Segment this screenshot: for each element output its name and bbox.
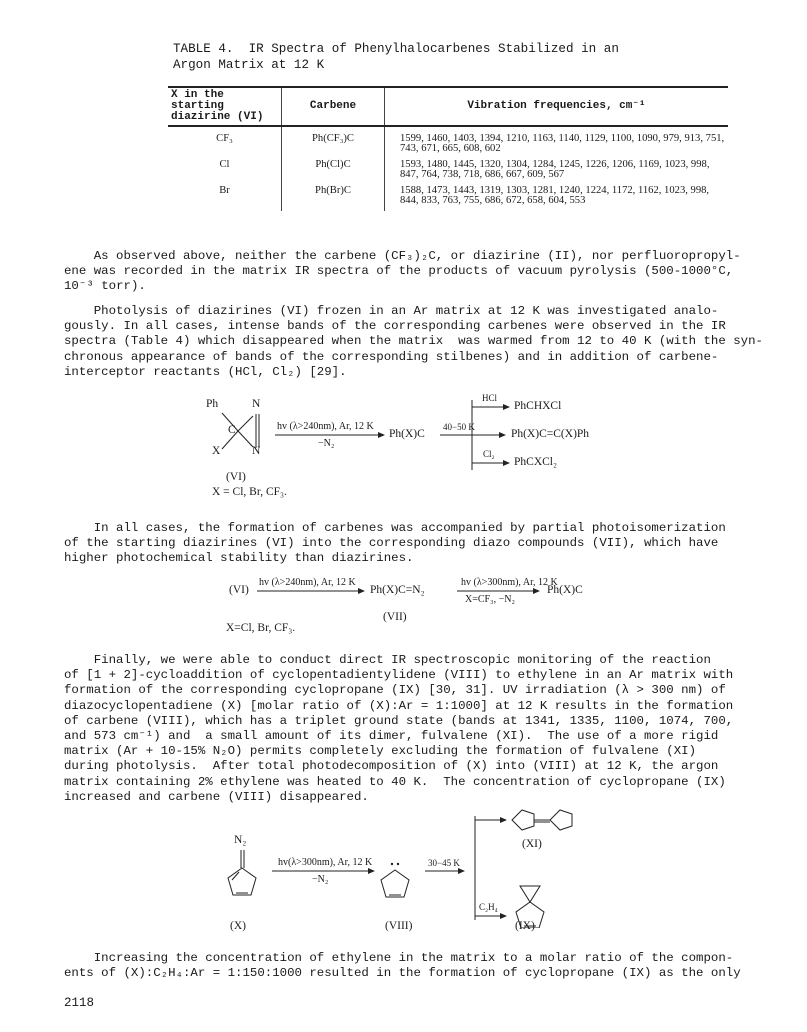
table-caption-line1: TABLE 4. IR Spectra of Phenylhalocarbenes Stabilized in an: [173, 42, 619, 56]
paragraph-line: spectra (Table 4) which disappeared when the matrix was warmed from 12 to 40 K (with the syn-: [64, 334, 763, 349]
n-bot-label: N: [252, 445, 261, 457]
radical-dot: [391, 863, 393, 865]
paragraph-line: ene was recorded in the matrix IR spectra of the products of vacuum pyrolysis (500-1000°C,: [64, 264, 734, 279]
cell-frequencies: 1593, 1480, 1445, 1320, 1304, 1284, 1245, 1226, 1206, 1169, 1023, 998, 847, 764, 738, 718, 686, 667, 609, 567: [400, 158, 710, 181]
compound-label-viii: (VIII): [385, 920, 413, 932]
header-frequencies: Vibration frequencies, cm⁻¹: [385, 87, 729, 126]
paragraph-line: In all cases, the formation of carbenes was accompanied by partial photoisomerization: [64, 521, 726, 535]
paragraph-1: [64, 249, 744, 295]
bond-c-n-bot: [238, 431, 253, 447]
condition-1: hv (λ>240nm), Ar, 12 K: [259, 577, 356, 588]
paragraph-line: Photolysis of diazirines (VI) frozen in an Ar matrix at 12 K was investigated analo-: [64, 304, 719, 318]
table-caption-line2: Argon Matrix at 12 K: [173, 57, 325, 72]
paragraph-line: chronous appearance of bands of the corresponding stilbenes) and in addition of carbene-: [64, 349, 719, 364]
ph-label: Ph: [206, 398, 219, 410]
paragraph-line: matrix (Ar + 10-15% N₂O) permits completely excluding the formation of fulvalene (XI): [64, 744, 697, 759]
condition-2-bottom: X=CF₃, −N₂: [465, 594, 515, 605]
cell-carbene: Ph(CF₃)C: [282, 126, 385, 160]
cell-frequencies: 1599, 1460, 1403, 1394, 1210, 1163, 1140, 1129, 1100, 1090, 979, 913, 751, 743, 671, 665, 608, 602: [400, 133, 725, 155]
table-row: [168, 160, 728, 186]
radical-dot: [397, 863, 399, 865]
table-row: [168, 186, 728, 212]
compound-label-x: (X): [230, 920, 246, 932]
product-cl2: PhCXCl₂: [514, 456, 557, 468]
product-stilbene: Ph(X)C=C(X)Ph: [511, 428, 590, 440]
paragraph-line: 10⁻³ torr).: [64, 279, 146, 294]
cell-carbene: Ph(Br)C: [282, 186, 385, 212]
condition-bottom: −N₂: [312, 874, 329, 885]
scheme2-x-definition: X=Cl, Br, CF₃.: [226, 622, 296, 634]
carbene-product: Ph(X)C: [389, 428, 425, 440]
carbene-end: Ph(X)C: [547, 584, 583, 596]
condition-top: hv(λ>300nm), Ar, 12 K: [278, 857, 373, 868]
paragraph-line: diazocyclopentadiene (X) [molar ratio of (X):Ar = 1:1000] at 12 K results in the formation: [64, 698, 734, 713]
hcl-reagent: HCl: [482, 393, 498, 403]
bond-c-n-top: [238, 416, 253, 431]
condition-bottom: −N₂: [318, 438, 335, 449]
paragraph-2: [64, 304, 763, 380]
arrow-2-head: [458, 868, 465, 874]
arrow-1-head: [358, 588, 365, 594]
header-carbene: Carbene: [282, 87, 385, 126]
condition-2-top: hv (λ>300nm), Ar, 12 K: [461, 577, 558, 588]
cell-x: Cl: [168, 160, 282, 186]
paragraph-line: matrix containing 2% ethylene was heated to 40 K. The concentration of cyclopropane (IX): [64, 774, 726, 789]
paragraph-line: increased and carbene (VIII) disappeared.: [64, 789, 369, 804]
page-number: 2118: [64, 996, 95, 1010]
arrow-1-head: [368, 868, 375, 874]
paragraph-line: interceptor reactants (HCl, Cl₂) [29].: [64, 364, 347, 379]
ethylene-reagent: C₂H₄: [479, 902, 498, 912]
compound-label-vi: (VI): [226, 471, 246, 483]
header-x: X in the starting diazirine (VI): [168, 87, 282, 126]
c-label: C: [228, 424, 236, 436]
table-caption: [173, 42, 693, 73]
arrow-xi-head: [500, 817, 507, 823]
paragraph-line: of the starting diazirines (VI) into the corresponding diazo compounds (VII), which have: [64, 536, 719, 551]
ring-x: [228, 868, 256, 895]
product-hcl: PhCHXCl: [514, 400, 562, 412]
ring-viii: [381, 870, 409, 897]
paragraph-3: [64, 521, 744, 567]
compound-label-ix: (IX): [515, 920, 535, 932]
cl2-reagent: Cl₂: [483, 449, 495, 459]
n2-label: N₂: [234, 834, 247, 846]
x-label: X: [212, 445, 221, 457]
paragraph-line: gously. In all cases, intense bands of the corresponding carbenes were observed in the IR: [64, 319, 726, 334]
cell-frequencies: 1588, 1473, 1443, 1319, 1303, 1281, 1240, 1224, 1172, 1162, 1023, 998, 844, 833, 763, 755, 686, 672, 658, 604, 553: [400, 184, 710, 207]
n-top-label: N: [252, 398, 261, 410]
arrow-1-head: [378, 432, 385, 438]
compound-label-vii: (VII): [383, 611, 407, 623]
reaction-scheme-3: [220, 808, 600, 928]
warm-condition: 30−45 K: [428, 858, 460, 868]
paragraph-line: formation of the corresponding cyclopropane (IX) [30, 31]. UV irradiation (λ > 300 nm) of: [64, 683, 726, 698]
condition-top: hv (λ>240nm), Ar, 12 K: [277, 421, 374, 432]
paragraph-line: higher photochemical stability than diazirines.: [64, 551, 414, 566]
diazo-compound: Ph(X)C=N₂: [370, 584, 425, 596]
table-row: [168, 126, 728, 160]
arrow-2-head: [533, 588, 540, 594]
scheme3-structures: [220, 808, 600, 928]
ring-xi-right: [550, 810, 572, 830]
cell-x: Br: [168, 186, 282, 212]
cyclopropane-ring: [520, 886, 540, 902]
paragraph-line: Increasing the concentration of ethylene in the matrix to a molar ratio of the compon-: [64, 951, 734, 965]
paragraph-line: during photolysis. After total photodecomposition of (X) into (VIII) at 12 K, the argon: [64, 759, 719, 774]
x-definition: X = Cl, Br, CF₃.: [212, 486, 287, 498]
paragraph-5: [64, 951, 744, 981]
arrow-2-head: [499, 432, 506, 438]
cell-carbene: Ph(Cl)C: [282, 160, 385, 186]
table-header-row: [168, 87, 728, 126]
paragraph-line: Finally, we were able to conduct direct IR spectroscopic monitoring of the reaction: [64, 653, 711, 667]
compound-label-xi: (XI): [522, 838, 542, 850]
paragraph-4: [64, 653, 744, 805]
warm-condition: 40−50 K: [443, 422, 475, 432]
paragraph-line: ents of (X):C₂H₄:Ar = 1:150:1000 resulted in the formation of cyclopropane (IX) as the only: [64, 966, 741, 981]
paragraph-line: of carbene (VIII), which has a triplet ground state (bands at 1341, 1335, 1100, 1074, 700,: [64, 713, 734, 728]
arrow-ix-head: [500, 913, 507, 919]
reaction-scheme-1: [200, 392, 620, 502]
ir-spectra-table: [168, 86, 728, 211]
paragraph-line: As observed above, neither the carbene (CF₃)₂C, or diazirine (II), nor perfluoropropyl-: [64, 249, 741, 263]
start-vi: (VI): [229, 584, 249, 596]
arrow-hcl-head: [503, 404, 510, 410]
arrow-cl2-head: [503, 460, 510, 466]
ring-xi-left: [512, 810, 534, 830]
cell-x: CF₃: [168, 126, 282, 160]
paragraph-line: and 573 cm⁻¹) and a small amount of its dimer, fulvalene (XI). The use of a more rigid: [64, 729, 719, 744]
paragraph-line: of [1 + 2]-cycloaddition of cyclopentadientylidene (VIII) to ethylene in an Ar matrix with: [64, 668, 734, 683]
